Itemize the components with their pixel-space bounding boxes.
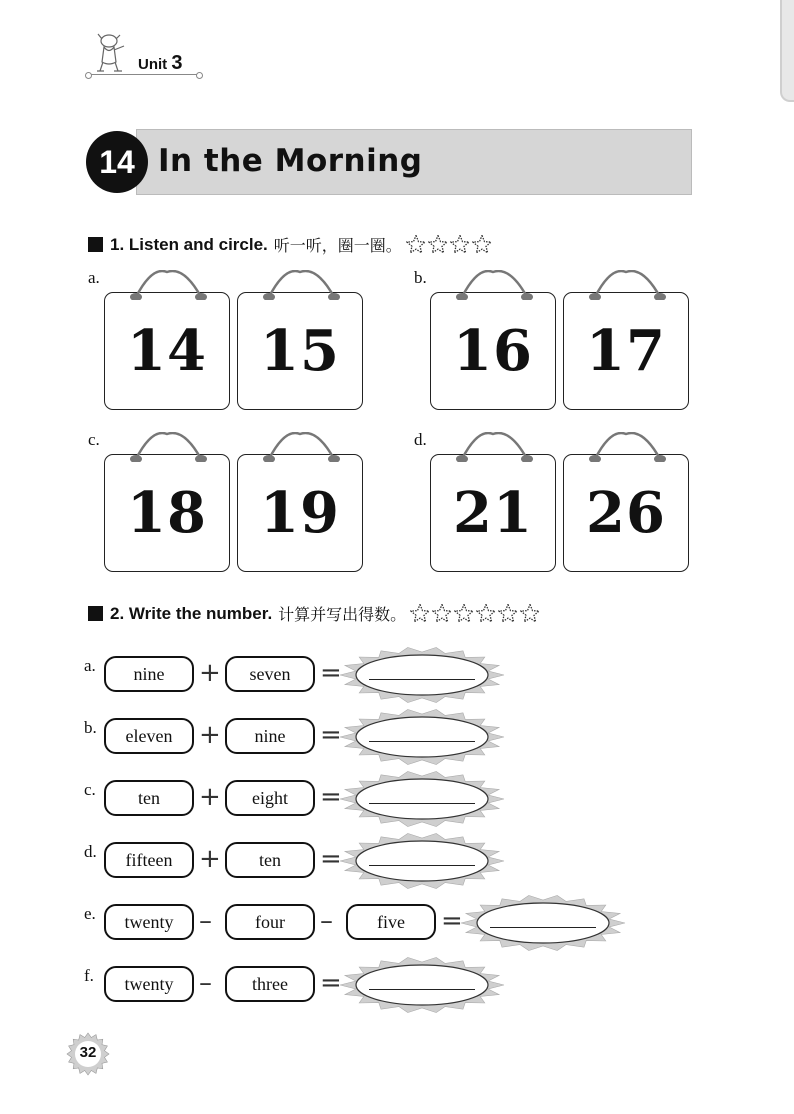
star-icon — [450, 235, 470, 255]
operator-sign: + — [199, 782, 221, 812]
answer-blank[interactable] — [369, 865, 475, 866]
card-number: 17 — [586, 318, 666, 384]
item-letter: b. — [414, 268, 427, 287]
answer-burst-icon — [338, 708, 506, 766]
equation-row — [84, 836, 684, 886]
unit-label — [138, 52, 182, 75]
number-word-pill: five — [346, 904, 436, 940]
star-icon — [432, 604, 452, 624]
number-card[interactable] — [430, 454, 556, 572]
number-card[interactable] — [237, 292, 363, 410]
answer-burst-icon — [338, 770, 506, 828]
row-letter: f. — [84, 966, 94, 985]
card-hanger-icon — [430, 270, 556, 300]
lesson-title: In the Morning — [158, 143, 423, 179]
card-hanger-icon — [104, 432, 230, 462]
row-letter: e. — [84, 904, 96, 923]
star-icon — [428, 235, 448, 255]
page-number: 32 — [79, 1044, 97, 1061]
item-letter: a. — [88, 268, 100, 287]
row-letter: c. — [84, 780, 96, 799]
item-letter: c. — [88, 430, 100, 449]
card-number: 21 — [453, 480, 533, 546]
star-icon — [476, 604, 496, 624]
unit-header — [88, 30, 200, 80]
unit-word: Unit — [138, 56, 168, 73]
number-word-pill: fifteen — [104, 842, 194, 878]
answer-blank[interactable] — [369, 803, 475, 804]
section-bullet-icon — [88, 606, 103, 621]
section1-label: 1. Listen and circle. — [110, 234, 268, 254]
number-word-pill: eight — [225, 780, 315, 816]
operator-sign: + — [199, 658, 221, 688]
number-card[interactable] — [563, 454, 689, 572]
answer-blank[interactable] — [369, 741, 475, 742]
equals-sign: = — [320, 968, 342, 998]
answer-burst-icon — [338, 646, 506, 704]
equals-sign: = — [320, 782, 342, 812]
card-number: 15 — [260, 318, 340, 384]
number-card[interactable] — [237, 454, 363, 572]
star-icon — [406, 235, 426, 255]
number-word-pill: eleven — [104, 718, 194, 754]
section1-difficulty-stars — [406, 235, 494, 255]
page-number-badge — [66, 1032, 110, 1081]
card-hanger-icon — [237, 432, 363, 462]
page-edge-tab — [780, 0, 794, 102]
card-number: 18 — [127, 480, 207, 546]
answer-burst-icon — [459, 894, 627, 952]
answer-blank[interactable] — [490, 927, 596, 928]
number-card[interactable] — [430, 292, 556, 410]
number-card[interactable] — [563, 292, 689, 410]
mascot-icon — [94, 32, 128, 74]
card-number: 26 — [586, 480, 666, 546]
card-hanger-icon — [563, 270, 689, 300]
answer-burst-icon — [338, 832, 506, 890]
card-number: 16 — [453, 318, 533, 384]
operator-sign: – — [320, 906, 333, 936]
number-word-pill: nine — [225, 718, 315, 754]
star-icon — [498, 604, 518, 624]
section2-difficulty-stars — [410, 604, 542, 624]
section2-heading — [88, 602, 542, 625]
star-icon — [472, 235, 492, 255]
lesson-number-badge: 14 — [86, 131, 148, 193]
operator-sign: – — [199, 968, 212, 998]
number-card[interactable] — [104, 454, 230, 572]
number-word-pill: three — [225, 966, 315, 1002]
answer-burst-icon — [338, 956, 506, 1014]
equals-sign: = — [441, 906, 463, 936]
equation-row — [84, 960, 684, 1010]
number-card[interactable] — [104, 292, 230, 410]
star-icon — [520, 604, 540, 624]
row-letter: a. — [84, 656, 96, 675]
answer-blank[interactable] — [369, 679, 475, 680]
unit-number: 3 — [171, 52, 183, 74]
number-word-pill: ten — [104, 780, 194, 816]
answer-blank[interactable] — [369, 989, 475, 990]
unit-underline — [88, 74, 200, 75]
row-letter: b. — [84, 718, 97, 737]
card-hanger-icon — [237, 270, 363, 300]
equals-sign: = — [320, 844, 342, 874]
section2-label: 2. Write the number. — [110, 603, 273, 623]
operator-sign: + — [199, 720, 221, 750]
star-icon — [410, 604, 430, 624]
equals-sign: = — [320, 658, 342, 688]
card-number: 14 — [127, 318, 207, 384]
section-bullet-icon — [88, 237, 103, 252]
item-letter: d. — [414, 430, 427, 449]
star-icon — [454, 604, 474, 624]
number-word-pill: seven — [225, 656, 315, 692]
card-hanger-icon — [430, 432, 556, 462]
section2-instruction-cn: 计算并写出得数。 — [278, 605, 407, 624]
card-hanger-icon — [104, 270, 230, 300]
card-hanger-icon — [563, 432, 689, 462]
equals-sign: = — [320, 720, 342, 750]
section1-heading — [88, 233, 494, 256]
number-word-pill: twenty — [104, 904, 194, 940]
number-word-pill: nine — [104, 656, 194, 692]
number-word-pill: four — [225, 904, 315, 940]
lesson-banner — [86, 129, 692, 195]
row-letter: d. — [84, 842, 97, 861]
equation-row — [84, 712, 684, 762]
number-word-pill: ten — [225, 842, 315, 878]
equation-row — [84, 650, 684, 700]
number-word-pill: twenty — [104, 966, 194, 1002]
equation-row — [84, 898, 684, 948]
card-number: 19 — [260, 480, 340, 546]
equation-row — [84, 774, 684, 824]
operator-sign: + — [199, 844, 221, 874]
operator-sign: – — [199, 906, 212, 936]
section1-instruction-cn: 听一听，圈一圈。 — [273, 236, 402, 255]
